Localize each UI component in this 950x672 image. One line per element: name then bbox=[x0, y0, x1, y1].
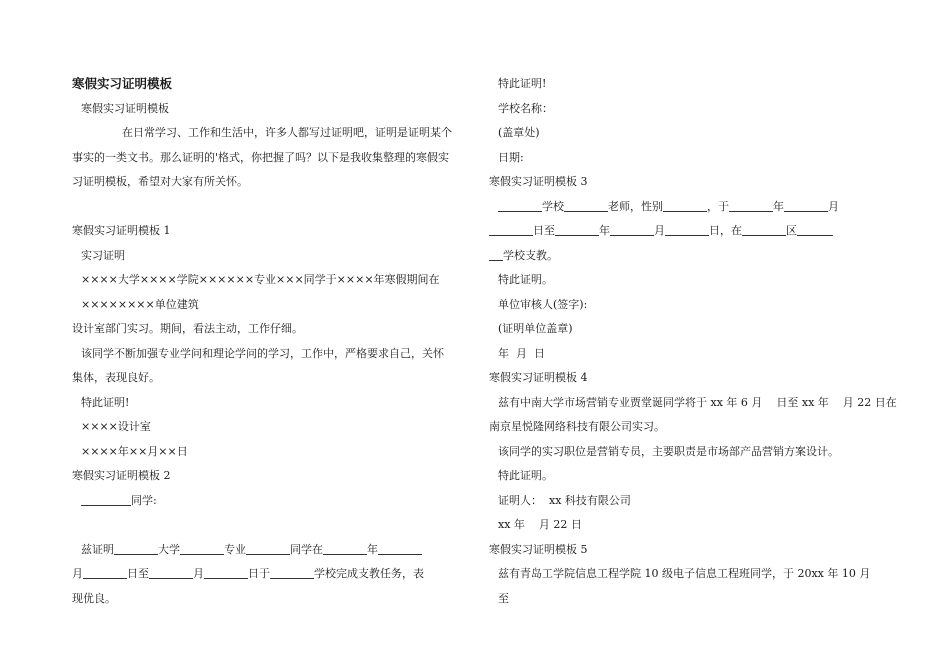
blank-field bbox=[246, 540, 290, 555]
template-1-title: 实习证明 bbox=[81, 248, 125, 262]
blank-field bbox=[204, 564, 248, 579]
template-3-body: 学校支教。 bbox=[489, 244, 881, 269]
blank-field bbox=[149, 564, 193, 579]
blank-field bbox=[270, 564, 314, 579]
intro-line: 习证明模板，希望对大家有所关怀。 bbox=[72, 175, 248, 188]
blank-field bbox=[489, 221, 533, 236]
template-4-body: 南京星悦隆网络科技有限公司实习。 bbox=[489, 420, 665, 433]
template-4-heading: 寒假实习证明模板 4 bbox=[489, 371, 588, 384]
template-4-body: 该同学的实习职位是营销专员，主要职责是市场部产品营销方案设计。 bbox=[498, 444, 839, 458]
blank-field bbox=[610, 221, 654, 236]
template-1-body: 设计室部门实习。期间，看法主动，工作仔细。 bbox=[72, 322, 303, 335]
template-1-heading: 寒假实习证明模板 1 bbox=[72, 224, 171, 237]
template-3-date: 年 月 日 bbox=[498, 346, 545, 360]
intro-line: 事实的一类文书。那么证明的'格式，你把握了吗？以下是我收集整理的寒假实 bbox=[72, 150, 450, 164]
template-2-body: 兹证明 大学 专业 同学在 年 bbox=[72, 538, 460, 563]
template-1-body: ××××大学××××学院××××××专业×××同学于××××年寒假期间在××××××××单位建筑 bbox=[81, 273, 440, 311]
document-title: 寒假实习证明模板 bbox=[72, 76, 173, 91]
blank-field bbox=[797, 221, 833, 236]
template-3-seal: (证明单位盖章) bbox=[498, 322, 573, 335]
blank-field bbox=[83, 564, 127, 579]
left-column bbox=[72, 72, 460, 611]
blank-field bbox=[742, 221, 786, 236]
blank-field bbox=[498, 197, 542, 212]
seal-label: (盖章处) bbox=[498, 126, 540, 139]
template-3-heading: 寒假实习证明模板 3 bbox=[489, 175, 588, 188]
template-3-body: 日至 年 月 日，在 区 bbox=[489, 219, 881, 244]
blank-field bbox=[564, 197, 608, 212]
intro-line: 在日常学习、工作和生活中，许多人都写过证明吧，证明是证明某个 bbox=[122, 126, 452, 139]
template-4-date: xx 年 月 22 日 bbox=[498, 518, 582, 531]
template-1-body: 该同学不断加强专业学问和理论学问的学习，工作中，严格要求自己，关怀 bbox=[81, 346, 444, 360]
template-5-heading: 寒假实习证明模板 5 bbox=[489, 542, 588, 556]
template-3-body: 学校 老师，性别 ，于 年 月 bbox=[489, 195, 881, 220]
template-4-special: 特此证明。 bbox=[498, 469, 553, 482]
school-name-label: 学校名称： bbox=[498, 101, 553, 115]
template-4-body: 兹有中南大学市场营销专业贾堂诞同学将于 xx 年 6 月 日至 xx 年 月 22 日在 bbox=[498, 395, 897, 409]
blank-field bbox=[665, 221, 709, 236]
document-subtitle: 寒假实习证明模板 bbox=[81, 101, 169, 115]
blank-field bbox=[729, 197, 773, 212]
blank-field bbox=[180, 540, 224, 555]
template-2-body: 现优良。 bbox=[72, 591, 116, 605]
template-1-special: 特此证明! bbox=[81, 395, 130, 409]
template-1-body: 集体，表现良好。 bbox=[72, 371, 160, 384]
template-3-special: 特此证明。 bbox=[498, 273, 553, 286]
template-2-student-line: 同学: bbox=[72, 489, 460, 514]
template-3-reviewer: 单位审核人(签字): bbox=[498, 297, 588, 311]
blank-field bbox=[114, 540, 158, 555]
blank-field bbox=[378, 540, 422, 555]
template-4-certifier: 证明人： xx 科技有限公司 bbox=[498, 493, 631, 507]
blank-field bbox=[81, 491, 131, 506]
template-2-heading: 寒假实习证明模板 2 bbox=[72, 469, 171, 482]
template-2-body: 月 日至 月 日于 学校完成支教任务，表 bbox=[72, 562, 460, 587]
template-1-org: ××××设计室 bbox=[81, 420, 151, 433]
right-column bbox=[489, 72, 897, 611]
date-label: 日期: bbox=[498, 150, 524, 164]
blank-field bbox=[784, 197, 828, 212]
blank-field bbox=[555, 221, 599, 236]
template-1-date: ××××年××月××日 bbox=[81, 444, 188, 458]
template-5-body: 兹有青岛工学院信息工程学院 10 级电子信息工程班同学，于 20xx 年 10 月至 bbox=[498, 567, 871, 605]
blank-field bbox=[323, 540, 367, 555]
blank-field bbox=[663, 197, 707, 212]
special-note: 特此证明! bbox=[498, 77, 547, 90]
blank-field bbox=[489, 246, 503, 261]
